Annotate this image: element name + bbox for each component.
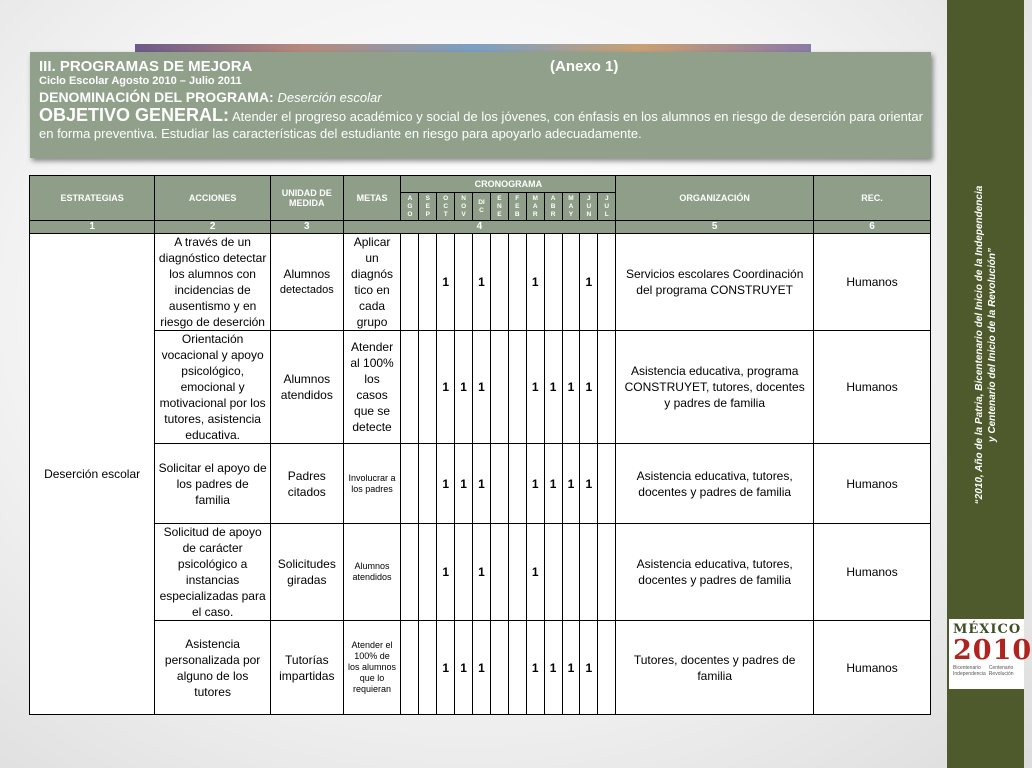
month-header: ABR xyxy=(544,193,562,221)
unit-cell xyxy=(271,621,344,715)
action-cell: Orientación vocacional y apoyo psicológico, emocional y motivacional por los tutores, asistencia educativa. xyxy=(155,331,271,444)
schedule-cell: 1 xyxy=(455,621,473,715)
schedule-cell: 1 xyxy=(455,331,473,444)
schedule-cell xyxy=(419,234,437,331)
program-header xyxy=(30,52,931,158)
month-header: AGO xyxy=(401,193,419,221)
month-header: OCT xyxy=(437,193,455,221)
unit-text: atendidos xyxy=(280,388,333,402)
program-table xyxy=(29,175,931,715)
schedule-cell: 1 xyxy=(526,234,544,331)
month-header: FEB xyxy=(508,193,526,221)
schedule-cell xyxy=(401,444,419,524)
column-number: 3 xyxy=(271,221,344,234)
resource-cell: Humanos xyxy=(814,444,931,524)
schedule-cell: 1 xyxy=(455,444,473,524)
schedule-cell xyxy=(544,234,562,331)
schedule-cell xyxy=(490,621,508,715)
section-title: III. PROGRAMAS DE MEJORA xyxy=(39,58,253,75)
table-row xyxy=(30,234,931,331)
organization-cell: Servicios escolares Coordinación del programa CONSTRUYET xyxy=(616,234,814,331)
schedule-cell: 1 xyxy=(473,524,491,621)
resource-cell: Humanos xyxy=(814,234,931,331)
schedule-cell xyxy=(401,621,419,715)
schedule-cell: 1 xyxy=(562,444,580,524)
goal-cell: Aplicar un diagnós tico en cada grupo xyxy=(343,234,401,331)
month-header: SEP xyxy=(419,193,437,221)
organization-cell: Asistencia educativa, tutores, docentes y padres de familia xyxy=(616,524,814,621)
schedule-cell xyxy=(562,234,580,331)
resource-cell: Humanos xyxy=(814,331,931,444)
motto-line-1: “2010, Año de la Patria, Bicentenario del Inicio de la Independencia xyxy=(974,185,985,505)
header-metas: METAS xyxy=(343,176,401,221)
schedule-cell xyxy=(401,234,419,331)
schedule-cell: 1 xyxy=(562,621,580,715)
schedule-cell: 1 xyxy=(473,331,491,444)
schedule-cell xyxy=(490,524,508,621)
schedule-cell xyxy=(562,524,580,621)
resource-cell: Humanos xyxy=(814,621,931,715)
school-cycle: Ciclo Escolar Agosto 2010 – Julio 2011 xyxy=(39,75,242,87)
month-header: JUL xyxy=(598,193,616,221)
schedule-cell: 1 xyxy=(580,444,598,524)
action-cell: A través de un diagnóstico detectar los alumnos con incidencias de ausentismo y en riesgo de deserción xyxy=(155,234,271,331)
unit-text: Solicitudes xyxy=(277,557,336,571)
header-unidad: UNIDAD DE MEDIDA xyxy=(271,176,344,221)
strategy-cell: Deserción escolar xyxy=(30,234,155,715)
schedule-cell xyxy=(508,524,526,621)
schedule-cell xyxy=(598,331,616,444)
column-number: 5 xyxy=(616,221,814,234)
month-header: DIC xyxy=(473,193,491,221)
schedule-cell: 1 xyxy=(562,331,580,444)
month-header: JUN xyxy=(580,193,598,221)
schedule-cell: 1 xyxy=(437,524,455,621)
objective-text: Atender el progreso académico y social de los jóvenes, con énfasis en los alumnos en riesgo de deserción para orientar en forma preventiva. Estudiar las características del estudiante en riesgo para apoyarlo adecuadamente. xyxy=(39,109,923,141)
header-organizacion: ORGANIZACIÓN xyxy=(616,176,814,221)
header-cronograma: CRONOGRAMA xyxy=(401,176,616,193)
logo-mexico: MÉXICO xyxy=(953,622,1022,637)
schedule-cell: 1 xyxy=(437,234,455,331)
schedule-cell xyxy=(508,444,526,524)
schedule-cell xyxy=(598,621,616,715)
goal-cell: Atender al 100% los casos que se detecte xyxy=(343,331,401,444)
organization-cell: Asistencia educativa, tutores, docentes y padres de familia xyxy=(616,444,814,524)
column-number: 4 xyxy=(343,221,616,234)
logo-sub-left: Bicentenario Independencia xyxy=(953,665,986,677)
schedule-cell xyxy=(490,234,508,331)
month-header: NOV xyxy=(455,193,473,221)
table-row xyxy=(30,331,931,444)
month-header: MAY xyxy=(562,193,580,221)
unit-text: Alumnos xyxy=(283,267,331,281)
unit-cell xyxy=(271,331,344,444)
schedule-cell xyxy=(508,621,526,715)
organization-cell: Asistencia educativa, programa CONSTRUYET, tutores, docentes y padres de familia xyxy=(616,331,814,444)
schedule-cell xyxy=(580,524,598,621)
schedule-cell: 1 xyxy=(526,444,544,524)
schedule-cell: 1 xyxy=(580,621,598,715)
goal-cell: Involucrar a los padres xyxy=(343,444,401,524)
column-number-row xyxy=(30,221,931,234)
unit-text: impartidas xyxy=(279,668,335,683)
month-header: ENE xyxy=(490,193,508,221)
goal-cell: Alumnos atendidos xyxy=(343,524,401,621)
schedule-cell: 1 xyxy=(526,524,544,621)
goal-cell: Atender el 100% de los alumnos que lo requieran xyxy=(343,621,401,715)
table-row xyxy=(30,621,931,715)
schedule-cell xyxy=(455,524,473,621)
logo-year: 2010 xyxy=(953,635,1032,666)
table-row xyxy=(30,444,931,524)
unit-cell xyxy=(271,524,344,621)
unit-cell xyxy=(271,444,344,524)
anexo-label: (Anexo 1) xyxy=(550,58,619,75)
schedule-cell: 1 xyxy=(526,621,544,715)
program-name-value: Deserción escolar xyxy=(277,90,382,105)
action-cell: Asistencia personalizada por alguno de los tutores xyxy=(155,621,271,715)
column-number: 2 xyxy=(155,221,271,234)
schedule-cell xyxy=(419,621,437,715)
unit-text: citados xyxy=(287,484,326,499)
schedule-cell xyxy=(544,524,562,621)
schedule-cell: 1 xyxy=(580,234,598,331)
header-acciones: ACCIONES xyxy=(155,176,271,221)
action-cell: Solicitar el apoyo de los padres de familia xyxy=(155,444,271,524)
schedule-cell xyxy=(401,331,419,444)
schedule-cell xyxy=(490,331,508,444)
motto-line-2: y Centenario del Inicio de la Revolución” xyxy=(987,248,998,442)
schedule-cell: 1 xyxy=(437,621,455,715)
schedule-cell xyxy=(598,234,616,331)
column-number: 1 xyxy=(30,221,155,234)
schedule-cell xyxy=(455,234,473,331)
schedule-cell xyxy=(598,524,616,621)
schedule-cell: 1 xyxy=(473,444,491,524)
schedule-cell xyxy=(419,444,437,524)
unit-text: Alumnos xyxy=(283,372,331,386)
schedule-cell: 1 xyxy=(544,621,562,715)
schedule-cell xyxy=(401,524,419,621)
schedule-cell: 1 xyxy=(526,331,544,444)
general-objective xyxy=(39,107,923,142)
schedule-cell xyxy=(508,331,526,444)
logo-sub-right: Centenario Revolución xyxy=(988,665,1014,677)
action-cell: Solicitud de apoyo de carácter psicológico a instancias especializadas para el caso. xyxy=(155,524,271,621)
schedule-cell xyxy=(419,331,437,444)
schedule-cell xyxy=(419,524,437,621)
bicentenario-motto xyxy=(973,155,999,535)
schedule-cell: 1 xyxy=(544,444,562,524)
schedule-cell: 1 xyxy=(437,444,455,524)
resource-cell: Humanos xyxy=(814,524,931,621)
organization-cell: Tutores, docentes y padres de familia xyxy=(616,621,814,715)
table-row xyxy=(30,524,931,621)
program-name-label: DENOMINACIÓN DEL PROGRAMA: xyxy=(39,89,274,105)
objective-label: OBJETIVO GENERAL: xyxy=(39,105,230,125)
unit-text: Tutorías xyxy=(285,652,329,667)
unit-text: giradas xyxy=(287,573,327,587)
unit-cell xyxy=(271,234,344,331)
unit-text: detectados xyxy=(279,284,334,296)
column-number: 6 xyxy=(814,221,931,234)
schedule-cell: 1 xyxy=(473,234,491,331)
schedule-cell xyxy=(490,444,508,524)
schedule-cell: 1 xyxy=(544,331,562,444)
schedule-cell xyxy=(598,444,616,524)
header-estrategias: ESTRATEGIAS xyxy=(30,176,155,221)
month-header: MAR xyxy=(526,193,544,221)
schedule-cell: 1 xyxy=(437,331,455,444)
mexico-2010-logo xyxy=(949,619,1032,689)
schedule-cell xyxy=(508,234,526,331)
unit-text: Padres xyxy=(287,468,326,483)
schedule-cell: 1 xyxy=(473,621,491,715)
schedule-cell: 1 xyxy=(580,331,598,444)
header-rec: REC. xyxy=(814,176,931,221)
